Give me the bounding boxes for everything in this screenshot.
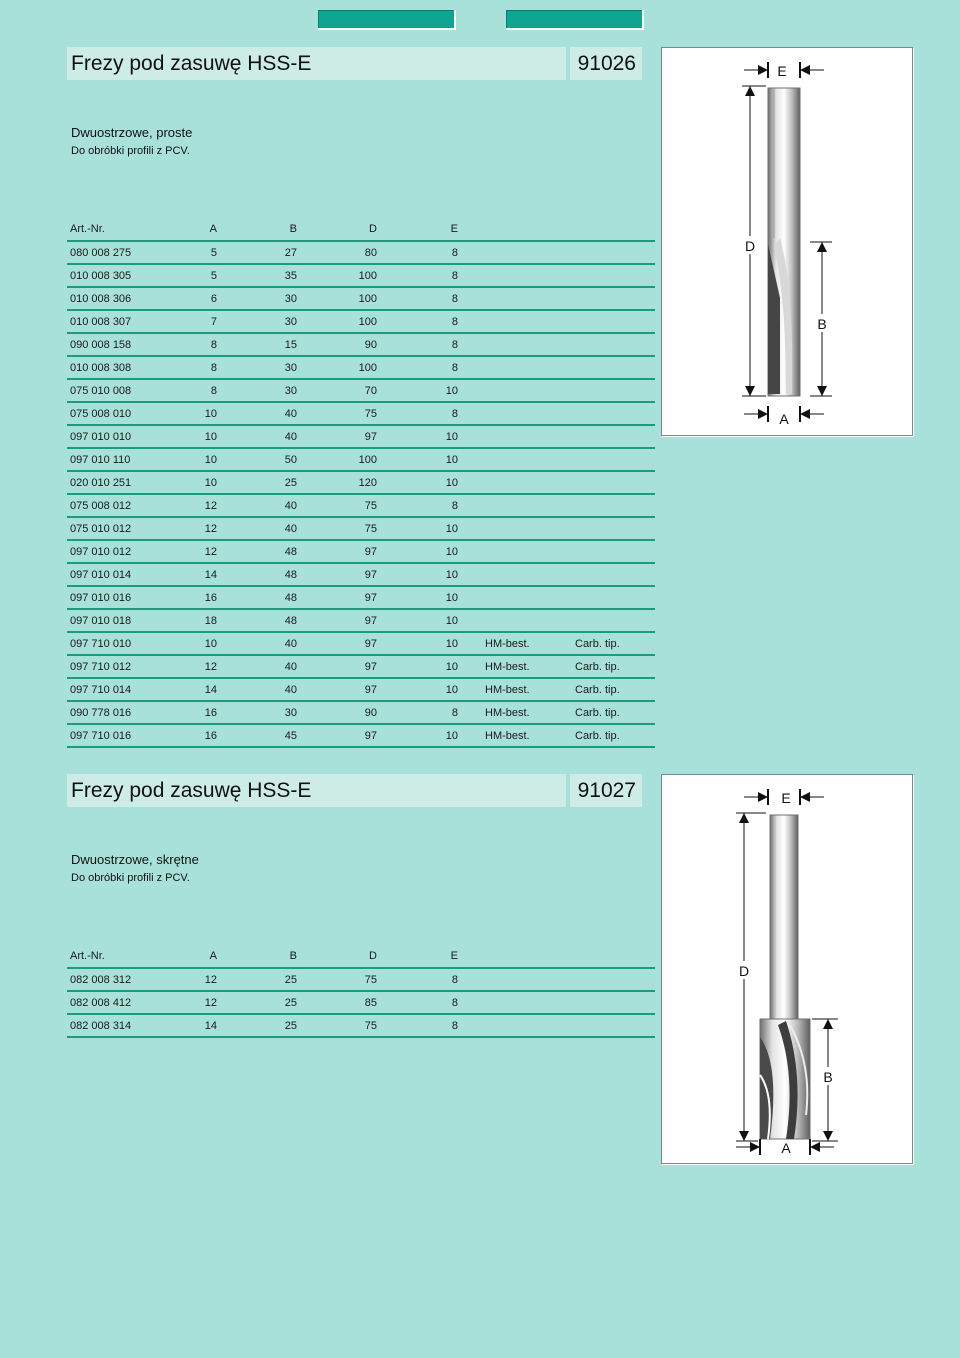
cell-d-value: 97 — [297, 655, 377, 678]
cell-note-2 — [567, 517, 655, 540]
cell-art-nr: 010 008 306 — [67, 287, 158, 310]
cell-art-nr: 075 008 010 — [67, 402, 158, 425]
cell-a-value: 16 — [158, 586, 217, 609]
cell-art-nr: 090 008 158 — [67, 333, 158, 356]
cell-note-1: HM-best. — [458, 678, 567, 701]
cell-note-2: Carb. tip. — [567, 724, 655, 747]
cell-e-value: 10 — [377, 586, 458, 609]
cell-d-value: 100 — [297, 264, 377, 287]
cell-b-value: 40 — [217, 517, 297, 540]
cell-note-1 — [458, 264, 567, 287]
cell-note-2 — [567, 991, 655, 1014]
cell-e-value: 8 — [377, 968, 458, 991]
cell-art-nr: 082 008 314 — [67, 1014, 158, 1037]
cell-a-value: 10 — [158, 632, 217, 655]
section-subtitle: Dwuostrzowe, proste — [71, 125, 193, 140]
cell-a-value: 14 — [158, 678, 217, 701]
cell-note-1: HM-best. — [458, 655, 567, 678]
dimension-a — [744, 406, 824, 427]
cell-b-value: 48 — [217, 586, 297, 609]
cell-d-value: 75 — [297, 1014, 377, 1037]
cell-b-value: 40 — [217, 632, 297, 655]
cell-e-value: 10 — [377, 425, 458, 448]
cell-e-value: 8 — [377, 1014, 458, 1037]
col-header-d: D — [297, 945, 377, 968]
cell-note-2 — [567, 586, 655, 609]
cell-note-2: Carb. tip. — [567, 632, 655, 655]
cell-note-2 — [567, 287, 655, 310]
col-header-e: E — [377, 945, 458, 968]
cell-b-value: 35 — [217, 264, 297, 287]
label-d: D — [744, 238, 756, 254]
cell-a-value: 12 — [158, 494, 217, 517]
cell-note-2 — [567, 264, 655, 287]
cell-d-value: 100 — [297, 356, 377, 379]
cell-art-nr: 097 710 010 — [67, 632, 158, 655]
catalog-code-box — [570, 774, 642, 807]
spec-table — [67, 945, 655, 1038]
col-header-note-2 — [567, 218, 655, 241]
cell-d-value: 97 — [297, 425, 377, 448]
cell-d-value: 97 — [297, 540, 377, 563]
table-row — [67, 241, 655, 264]
cell-d-value: 97 — [297, 632, 377, 655]
cell-d-value: 97 — [297, 563, 377, 586]
col-header-a: A — [158, 218, 217, 241]
cell-note-2 — [567, 494, 655, 517]
label-b: B — [823, 1069, 833, 1085]
table-row — [67, 310, 655, 333]
table-row — [67, 264, 655, 287]
straight-cutter-drawing — [662, 48, 912, 435]
table-row — [67, 1014, 655, 1037]
cell-d-value: 75 — [297, 517, 377, 540]
cell-note-1 — [458, 379, 567, 402]
cell-e-value: 10 — [377, 540, 458, 563]
cell-e-value: 8 — [377, 402, 458, 425]
cell-art-nr: 097 010 010 — [67, 425, 158, 448]
label-d: D — [738, 963, 750, 979]
cell-art-nr: 097 710 014 — [67, 678, 158, 701]
cell-note-1: HM-best. — [458, 724, 567, 747]
section-title: Frezy pod zasuwę HSS-E — [71, 778, 312, 802]
cell-b-value: 45 — [217, 724, 297, 747]
spec-table — [67, 218, 655, 748]
cell-e-value: 8 — [377, 356, 458, 379]
cell-art-nr: 075 010 008 — [67, 379, 158, 402]
cell-e-value: 10 — [377, 609, 458, 632]
cutter-body — [768, 88, 800, 396]
table-row — [67, 517, 655, 540]
label-b: B — [817, 316, 827, 332]
cell-note-2 — [567, 471, 655, 494]
cell-note-1 — [458, 609, 567, 632]
dimension-e — [744, 62, 824, 79]
cell-e-value: 8 — [377, 991, 458, 1014]
cell-art-nr: 080 008 275 — [67, 241, 158, 264]
cell-note-1: HM-best. — [458, 701, 567, 724]
cell-e-value: 10 — [377, 379, 458, 402]
label-a: A — [779, 411, 789, 427]
cell-art-nr: 097 010 014 — [67, 563, 158, 586]
cell-note-1 — [458, 448, 567, 471]
table-row — [67, 471, 655, 494]
table-row — [67, 448, 655, 471]
cell-art-nr: 097 010 016 — [67, 586, 158, 609]
cell-a-value: 6 — [158, 287, 217, 310]
cell-d-value: 75 — [297, 494, 377, 517]
cell-art-nr: 010 008 305 — [67, 264, 158, 287]
cell-note-2 — [567, 402, 655, 425]
cell-note-2 — [567, 310, 655, 333]
cell-b-value: 50 — [217, 448, 297, 471]
cell-art-nr: 097 710 012 — [67, 655, 158, 678]
cell-note-2 — [567, 609, 655, 632]
table-row — [67, 402, 655, 425]
cell-d-value: 85 — [297, 991, 377, 1014]
cutter-body — [760, 815, 810, 1139]
table-header-row — [67, 218, 655, 241]
cell-d-value: 97 — [297, 609, 377, 632]
cell-e-value: 10 — [377, 632, 458, 655]
cell-note-2 — [567, 448, 655, 471]
cell-b-value: 40 — [217, 655, 297, 678]
cell-note-2 — [567, 333, 655, 356]
table-row — [67, 425, 655, 448]
cell-note-1 — [458, 471, 567, 494]
cell-a-value: 8 — [158, 379, 217, 402]
cell-b-value: 48 — [217, 540, 297, 563]
cell-d-value: 90 — [297, 333, 377, 356]
cell-b-value: 15 — [217, 333, 297, 356]
col-header-e: E — [377, 218, 458, 241]
cell-e-value: 10 — [377, 517, 458, 540]
cell-b-value: 40 — [217, 494, 297, 517]
cell-a-value: 5 — [158, 264, 217, 287]
cell-e-value: 8 — [377, 333, 458, 356]
col-header-a: A — [158, 945, 217, 968]
cell-e-value: 8 — [377, 241, 458, 264]
cell-d-value: 100 — [297, 287, 377, 310]
section-note: Do obróbki profili z PCV. — [71, 872, 190, 884]
cell-note-1 — [458, 540, 567, 563]
product-section-91027 — [0, 727, 960, 1177]
cell-d-value: 97 — [297, 586, 377, 609]
col-header-note-2 — [567, 945, 655, 968]
cell-art-nr: 020 010 251 — [67, 471, 158, 494]
cell-a-value: 10 — [158, 425, 217, 448]
table-row — [67, 563, 655, 586]
cell-b-value: 30 — [217, 310, 297, 333]
cell-b-value: 30 — [217, 701, 297, 724]
cell-note-1 — [458, 356, 567, 379]
table-row — [67, 609, 655, 632]
cell-a-value: 7 — [158, 310, 217, 333]
dimension-b — [812, 1019, 838, 1141]
cell-e-value: 10 — [377, 678, 458, 701]
cell-note-1 — [458, 425, 567, 448]
cell-note-1 — [458, 968, 567, 991]
cell-b-value: 30 — [217, 356, 297, 379]
cell-note-1 — [458, 563, 567, 586]
table-row — [67, 540, 655, 563]
col-header-d: D — [297, 218, 377, 241]
cell-art-nr: 097 010 018 — [67, 609, 158, 632]
catalog-code-box — [570, 47, 642, 80]
cell-a-value: 12 — [158, 517, 217, 540]
cell-note-1 — [458, 991, 567, 1014]
cell-note-2 — [567, 1014, 655, 1037]
cell-d-value: 90 — [297, 701, 377, 724]
cell-note-1 — [458, 402, 567, 425]
col-header-note-1 — [458, 945, 567, 968]
cell-b-value: 40 — [217, 425, 297, 448]
cell-d-value: 97 — [297, 678, 377, 701]
cell-d-value: 100 — [297, 310, 377, 333]
table-row — [67, 586, 655, 609]
cell-note-1 — [458, 310, 567, 333]
label-a: A — [781, 1140, 791, 1156]
cell-e-value: 8 — [377, 310, 458, 333]
cell-d-value: 70 — [297, 379, 377, 402]
cell-note-1 — [458, 586, 567, 609]
cell-note-2 — [567, 425, 655, 448]
cell-b-value: 25 — [217, 471, 297, 494]
cell-note-1 — [458, 1014, 567, 1037]
table-row — [67, 678, 655, 701]
cutter-dimension-diagram — [661, 47, 913, 436]
cell-note-2 — [567, 968, 655, 991]
dimension-e — [744, 789, 824, 806]
cell-note-2 — [567, 241, 655, 264]
section-note: Do obróbki profili z PCV. — [71, 145, 190, 157]
cell-art-nr: 075 010 012 — [67, 517, 158, 540]
section-subtitle: Dwuostrzowe, skrętne — [71, 852, 199, 867]
cell-art-nr: 082 008 312 — [67, 968, 158, 991]
catalog-code: 91027 — [577, 778, 636, 802]
cell-art-nr: 082 008 412 — [67, 991, 158, 1014]
dimension-a — [736, 1139, 834, 1156]
cell-note-2 — [567, 563, 655, 586]
cell-b-value: 25 — [217, 991, 297, 1014]
cell-a-value: 5 — [158, 241, 217, 264]
cell-art-nr: 097 010 012 — [67, 540, 158, 563]
cell-b-value: 48 — [217, 563, 297, 586]
cell-a-value: 10 — [158, 471, 217, 494]
cell-e-value: 8 — [377, 701, 458, 724]
table-row — [67, 991, 655, 1014]
section-title-bar — [67, 47, 566, 80]
col-header-b: B — [217, 945, 297, 968]
col-header-note-1 — [458, 218, 567, 241]
table-row — [67, 968, 655, 991]
cell-note-2 — [567, 379, 655, 402]
table-row — [67, 632, 655, 655]
cell-art-nr: 010 008 307 — [67, 310, 158, 333]
cell-art-nr: 010 008 308 — [67, 356, 158, 379]
cell-d-value: 97 — [297, 724, 377, 747]
cell-a-value: 12 — [158, 655, 217, 678]
label-e: E — [777, 63, 787, 79]
cell-b-value: 25 — [217, 968, 297, 991]
cell-a-value: 10 — [158, 402, 217, 425]
table-row — [67, 655, 655, 678]
cell-e-value: 10 — [377, 724, 458, 747]
cell-b-value: 27 — [217, 241, 297, 264]
cell-d-value: 80 — [297, 241, 377, 264]
cell-note-1 — [458, 241, 567, 264]
cell-a-value: 8 — [158, 333, 217, 356]
table-row — [67, 356, 655, 379]
cell-art-nr: 097 010 110 — [67, 448, 158, 471]
table-row — [67, 333, 655, 356]
table-row — [67, 287, 655, 310]
cell-b-value: 40 — [217, 678, 297, 701]
dimension-d — [740, 86, 766, 396]
cell-note-1 — [458, 494, 567, 517]
cell-b-value: 30 — [217, 379, 297, 402]
cell-a-value: 16 — [158, 701, 217, 724]
cell-b-value: 48 — [217, 609, 297, 632]
cell-a-value: 12 — [158, 540, 217, 563]
cell-note-2 — [567, 356, 655, 379]
cell-b-value: 30 — [217, 287, 297, 310]
table-header-row — [67, 945, 655, 968]
cell-e-value: 10 — [377, 655, 458, 678]
dimension-b — [810, 242, 832, 396]
cell-d-value: 75 — [297, 402, 377, 425]
cell-e-value: 10 — [377, 448, 458, 471]
spiral-cutter-drawing — [662, 775, 912, 1163]
cell-note-2: Carb. tip. — [567, 678, 655, 701]
cell-note-2 — [567, 540, 655, 563]
cutter-dimension-diagram — [661, 774, 913, 1164]
section-title-bar — [67, 774, 566, 807]
cell-d-value: 100 — [297, 448, 377, 471]
cell-e-value: 10 — [377, 563, 458, 586]
cell-e-value: 8 — [377, 287, 458, 310]
col-header-b: B — [217, 218, 297, 241]
col-header-art-nr: Art.-Nr. — [67, 218, 158, 241]
cell-b-value: 25 — [217, 1014, 297, 1037]
cell-art-nr: 097 710 016 — [67, 724, 158, 747]
cell-a-value: 10 — [158, 448, 217, 471]
table-body — [67, 968, 655, 1037]
cell-a-value: 18 — [158, 609, 217, 632]
cell-d-value: 120 — [297, 471, 377, 494]
section-title: Frezy pod zasuwę HSS-E — [71, 51, 312, 75]
cell-b-value: 40 — [217, 402, 297, 425]
cell-a-value: 8 — [158, 356, 217, 379]
cell-a-value: 12 — [158, 991, 217, 1014]
cell-note-1: HM-best. — [458, 632, 567, 655]
cell-e-value: 8 — [377, 494, 458, 517]
table-row — [67, 379, 655, 402]
cell-e-value: 10 — [377, 471, 458, 494]
catalog-code: 91026 — [577, 51, 636, 75]
cell-note-1 — [458, 333, 567, 356]
col-header-art-nr: Art.-Nr. — [67, 945, 158, 968]
table-row — [67, 494, 655, 517]
cell-note-1 — [458, 517, 567, 540]
cell-e-value: 8 — [377, 264, 458, 287]
cell-a-value: 12 — [158, 968, 217, 991]
table-row — [67, 701, 655, 724]
cell-d-value: 75 — [297, 968, 377, 991]
cell-art-nr: 090 778 016 — [67, 701, 158, 724]
cell-note-2: Carb. tip. — [567, 655, 655, 678]
cell-note-2: Carb. tip. — [567, 701, 655, 724]
label-e: E — [781, 790, 791, 806]
cell-a-value: 14 — [158, 563, 217, 586]
cell-art-nr: 075 008 012 — [67, 494, 158, 517]
cell-note-1 — [458, 287, 567, 310]
cell-a-value: 14 — [158, 1014, 217, 1037]
table-body — [67, 241, 655, 747]
cell-a-value: 16 — [158, 724, 217, 747]
